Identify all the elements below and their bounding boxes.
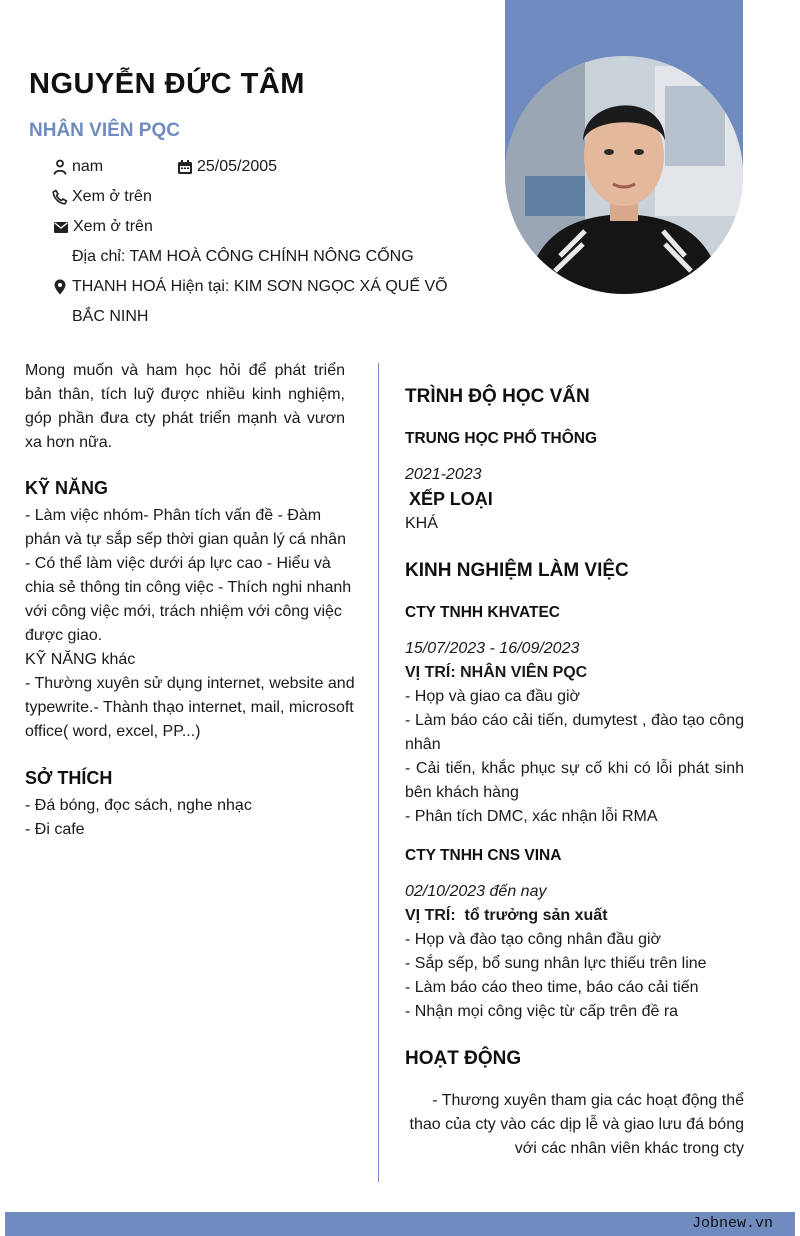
job-period: 02/10/2023 đến nay <box>405 883 547 900</box>
phone-text: Xem ở trên <box>72 188 152 205</box>
education-heading: TRÌNH ĐỘ HỌC VẤN <box>405 386 590 407</box>
rank-label: XẾP LOẠI <box>409 489 493 509</box>
job-duty: - Họp và giao ca đầu giờ <box>405 688 581 705</box>
job-duty: - Làm báo cáo cải tiến, dumytest , đào tạo công nhân <box>405 712 744 753</box>
phone-icon <box>52 189 68 205</box>
footer-bar <box>5 1212 795 1236</box>
activities-text: - Thương xuyên tham gia các hoạt động thể thao của cty vào các dịp lễ và giao lưu đá bóng với các nhân viên khác trong cty <box>409 1092 744 1157</box>
calendar-icon <box>177 159 193 175</box>
skills-text: - Làm việc nhóm- Phân tích vấn đề - Đàm phán và tự sắp sếp thời gian quản lý cá nhân - Có thể làm việc dưới áp lực cao - Hiểu và chia sẻ thông tin công việc - Thích nghi nhanh với công việc mới, trách nhiệm với công việc được giao. <box>25 507 352 644</box>
job-duty: - Phân tích DMC, xác nhận lỗi RMA <box>405 808 658 825</box>
profile-photo <box>505 56 743 294</box>
map-pin-icon <box>52 279 68 295</box>
job-duty: - Họp và đào tạo công nhân đầu giờ <box>405 931 662 948</box>
address-line-3: BẮC NINH <box>72 308 149 325</box>
gender-row <box>72 152 103 182</box>
job-position: VỊ TRÍ: NHÂN VIÊN PQC <box>405 664 588 681</box>
job-duty: - Nhận mọi công việc từ cấp trên đề ra <box>405 1003 679 1020</box>
school-name: TRUNG HỌC PHỔ THÔNG <box>405 430 598 447</box>
job-period: 15/07/2023 - 16/09/2023 <box>405 640 580 657</box>
birthdate-text: 25/05/2005 <box>197 158 278 175</box>
job-duty: - Cải tiến, khắc phục sự cố khi có lỗi phát sinh bên khách hàng <box>405 760 744 801</box>
job-title: NHÂN VIÊN PQC <box>29 120 180 141</box>
hobby-item: - Đi cafe <box>25 821 85 838</box>
address-line-1: Địa chỉ: TAM HOÀ CÔNG CHÍNH NÔNG CỐNG <box>72 248 414 265</box>
hobbies-heading: SỞ THÍCH <box>25 768 113 788</box>
career-objective: Mong muốn và ham học hỏi để phát triển bản thân, tích luỹ được nhiều kinh nghiệm, góp phần đưa cty phát triển mạnh và vươn xa hơn nữa. <box>25 362 345 451</box>
experience-heading: KINH NGHIỆM LÀM VIỆC <box>405 560 629 581</box>
other-skills-heading: KỸ NĂNG khác <box>25 651 136 668</box>
company-name: CTY TNHH KHVATEC <box>405 604 560 621</box>
email-row <box>73 212 153 242</box>
education-period: 2021-2023 <box>405 466 482 483</box>
company-name: CTY TNHH CNS VINA <box>405 847 562 864</box>
job-position: VỊ TRÍ: tổ trưởng sản xuất <box>405 907 608 924</box>
gender-text: nam <box>72 158 104 175</box>
email-text: Xem ở trên <box>73 218 153 235</box>
phone-row <box>72 182 152 212</box>
job-duty: - Làm báo cáo theo time, báo cáo cải tiến <box>405 979 699 996</box>
address-row <box>72 272 448 302</box>
column-divider <box>378 363 379 1182</box>
activities-heading: HOẠT ĐỘNG <box>405 1048 522 1069</box>
skills-heading: KỸ NĂNG <box>25 478 109 498</box>
rank-value: KHÁ <box>405 515 438 532</box>
other-skills-text: - Thường xuyên sử dụng internet, website and typewrite.- Thành thạo internet, mail, microsoft office( word, excel, PP...) <box>25 675 355 740</box>
envelope-icon <box>53 219 69 235</box>
birthdate-row <box>197 152 277 182</box>
brand-link[interactable]: Jobnew.vn <box>691 1215 773 1232</box>
job-duty: - Sắp sếp, bổ sung nhân lực thiếu trên line <box>405 955 707 972</box>
candidate-name: NGUYỄN ĐỨC TÂM <box>29 68 305 100</box>
person-icon <box>52 159 68 175</box>
address-line-2: THANH HOÁ Hiện tại: KIM SƠN NGỌC XÁ QUẾ VÕ <box>72 278 448 295</box>
hobby-item: - Đá bóng, đọc sách, nghe nhạc <box>25 797 252 814</box>
